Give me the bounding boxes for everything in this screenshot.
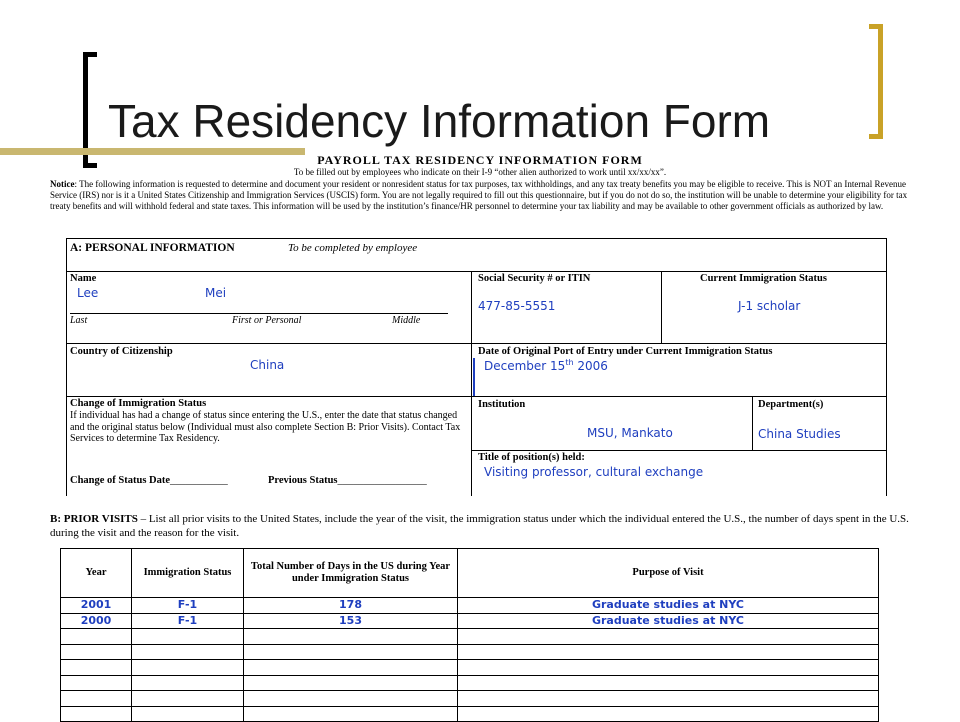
form-title: PAYROLL TAX RESIDENCY INFORMATION FORM [317,153,643,167]
header-total-days: Total Number of Days in the US during Year under Immigration Status [244,549,458,598]
section-b-title: B: PRIOR VISITS [50,513,138,525]
purpose-cell[interactable] [458,660,879,676]
table-row [61,613,879,629]
days-cell[interactable] [244,706,458,722]
days-cell[interactable]: 178 [244,598,458,614]
header-purpose: Purpose of Visit [458,549,879,598]
year-cell[interactable] [61,691,132,707]
column-divider [661,271,662,343]
change-status-text: If individual has had a change of status since entering the U.S., enter the date that status changed and the original status below (Individual must also complete Section B: Prior Visits). Contact Tax Services to determine Tax Residency. [70,410,461,444]
status-cell[interactable] [132,675,244,691]
first-caption: First or Personal [232,315,302,326]
name-label: Name [70,273,97,284]
notice-label: Notice [50,179,75,189]
department-label: Department(s) [758,399,824,410]
section-a-title: A: PERSONAL INFORMATION [70,242,235,254]
change-date-blank: ___________ [170,475,228,486]
table-header-row [61,549,879,598]
purpose-cell[interactable] [458,706,879,722]
entry-date-label: Date of Original Port of Entry under Current Immigration Status [478,346,773,357]
change-date-field[interactable] [70,475,228,486]
purpose-cell[interactable] [458,675,879,691]
position-label: Title of position(s) held: [478,452,585,463]
table-row [61,644,879,660]
immigration-status-value[interactable]: J-1 scholar [738,299,801,313]
status-cell[interactable] [132,706,244,722]
status-cell[interactable] [132,660,244,676]
table-row [61,675,879,691]
previous-status-blank: _________________ [337,475,427,486]
row-divider [66,396,887,397]
section-b-intro [50,512,910,540]
table-row [61,660,879,676]
ssn-label: Social Security # or ITIN [478,273,591,284]
purpose-cell[interactable] [458,629,879,645]
status-cell[interactable] [132,691,244,707]
column-divider [752,396,753,450]
institution-value[interactable]: MSU, Mankato [587,426,673,440]
days-cell[interactable] [244,629,458,645]
table-row [61,598,879,614]
row-divider [471,450,887,451]
last-caption: Last [70,315,88,326]
table-row [61,706,879,722]
previous-status-field[interactable] [268,475,427,486]
year-cell[interactable] [61,660,132,676]
country-label: Country of Citizenship [70,346,173,357]
days-cell[interactable]: 153 [244,613,458,629]
position-value[interactable]: Visiting professor, cultural exchange [484,465,704,479]
header-year: Year [61,549,132,598]
purpose-cell[interactable]: Graduate studies at NYC [458,598,879,614]
year-cell[interactable]: 2000 [61,613,132,629]
form-subtitle: To be filled out by employees who indicate on their I-9 “other alien authorized to work until xx/xx/xx”. [293,167,667,177]
right-bracket-decoration [869,24,883,139]
slide-title: Tax Residency Information Form [108,95,771,147]
column-divider [471,271,472,496]
last-name-value[interactable]: Lee [77,286,99,300]
name-underline [70,313,448,314]
year-cell[interactable] [61,629,132,645]
entry-date-value[interactable] [484,358,608,373]
section-a-subtitle: To be completed by employee [288,242,418,254]
change-date-label: Change of Status Date [70,475,171,486]
year-cell[interactable] [61,706,132,722]
days-cell[interactable] [244,691,458,707]
previous-status-label: Previous Status [268,475,338,486]
section-b-text: – List all prior visits to the United States, include the year of the visit, the immigration status under which the individual entered the U.S., the number of days spent in the U.S. during the visit and the reason for the visit. [50,513,909,539]
entry-date-year: 2006 [573,359,608,373]
status-cell[interactable] [132,629,244,645]
status-cell[interactable] [132,644,244,660]
days-cell[interactable] [244,644,458,660]
status-cell[interactable]: F-1 [132,613,244,629]
days-cell[interactable] [244,660,458,676]
purpose-cell[interactable] [458,644,879,660]
row-divider [66,271,887,272]
department-value[interactable]: China Studies [758,427,841,441]
days-cell[interactable] [244,675,458,691]
blue-margin-mark [473,358,475,396]
institution-label: Institution [478,399,526,410]
country-value[interactable]: China [250,358,285,372]
purpose-cell[interactable] [458,691,879,707]
year-cell[interactable] [61,675,132,691]
notice-paragraph [50,179,910,213]
ssn-value[interactable]: 477-85-5551 [478,299,556,313]
change-status-label: Change of Immigration Status [70,398,207,409]
year-cell[interactable] [61,644,132,660]
notice-text: : The following information is requested to determine and document your resident or nonresident status for tax purposes, tax withholdings, and any tax treaty benefits you may be eligible to receive. This is NOT an Internal Revenue Service (IRS) nor is it a United States Citizenship and Immigration Services (USCIS) form. You are not legally required to fill out this questionnaire, but if you do not do so, the institution will be unable to determine your eligibility for tax treaty benefits and will withhold federal and state taxes. This information will be used by the institution’s finance/HR personnel to determine your tax liability and may be available to other government officials as authorized by law. [50,179,908,212]
entry-date-suffix: th [565,358,574,367]
year-cell[interactable]: 2001 [61,598,132,614]
row-divider [66,343,887,344]
table-row [61,691,879,707]
middle-caption: Middle [392,315,421,326]
header-immigration-status: Immigration Status [132,549,244,598]
entry-date-main: December 15 [484,359,566,373]
purpose-cell[interactable]: Graduate studies at NYC [458,613,879,629]
prior-visits-table [60,548,879,722]
first-name-value[interactable]: Mei [205,286,227,300]
immigration-status-label: Current Immigration Status [700,273,827,284]
status-cell[interactable]: F-1 [132,598,244,614]
table-row [61,629,879,645]
